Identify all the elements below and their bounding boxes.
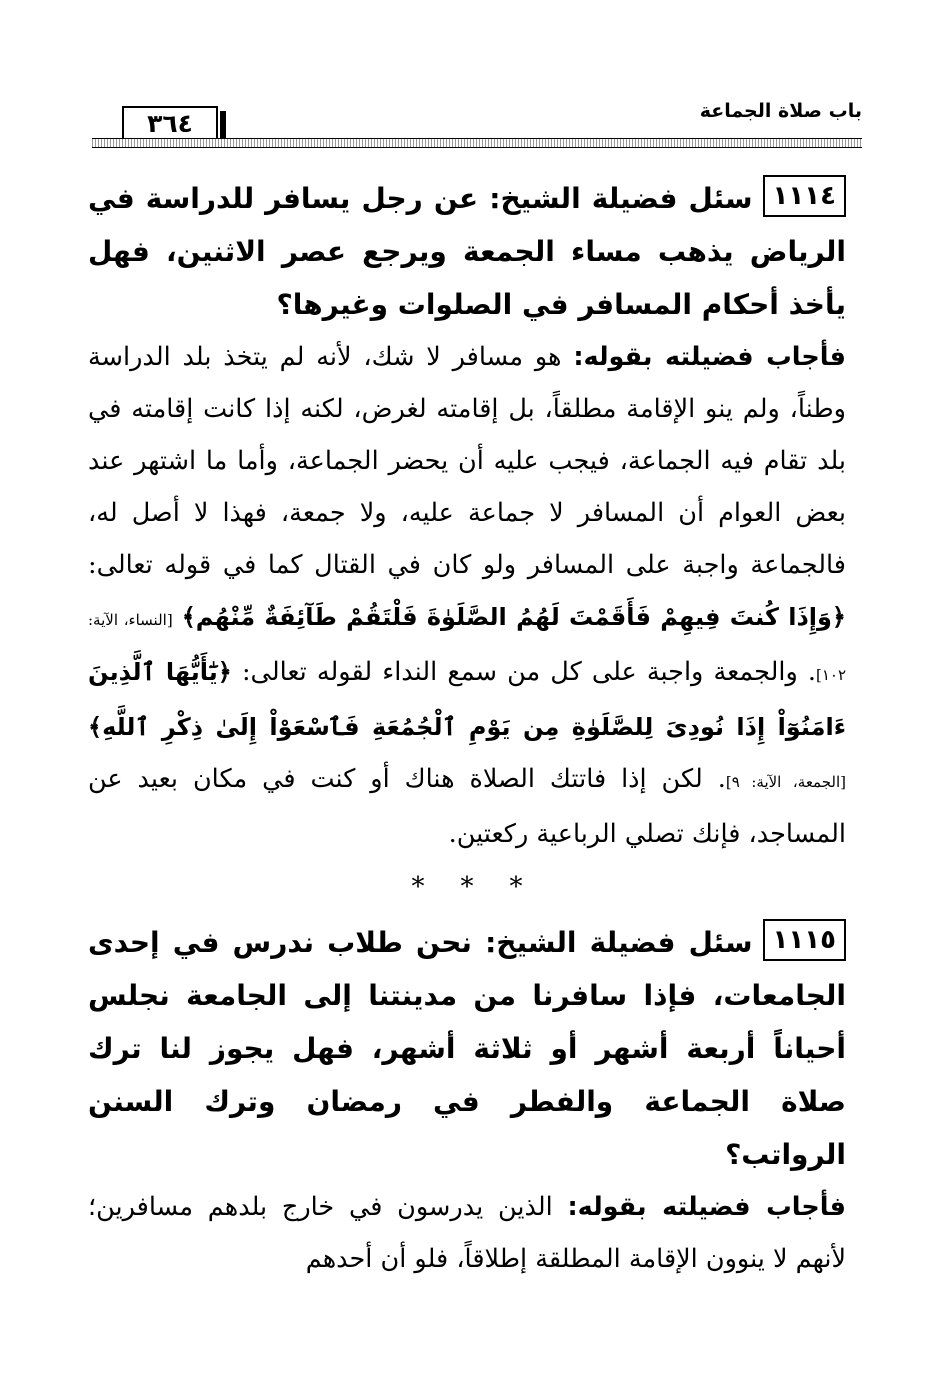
answer-lead: فأجاب فضيلته بقوله: — [573, 342, 846, 372]
answer-text: . والجمعة واجبة على كل من سمع النداء لقوله تعالى: — [241, 657, 816, 687]
question-lead: سئل فضيلة الشيخ: — [485, 926, 753, 959]
question-lead: سئل فضيلة الشيخ: — [489, 182, 753, 215]
answer-lead: فأجاب فضيلته بقوله: — [567, 1192, 846, 1222]
quran-verse: ﴿يَٰٓأَيُّهَا ٱلَّذِينَ ءَامَنُوٓاْ إِذَا نُودِىَ لِلصَّلَوٰةِ مِن يَوْمِ ٱلْجُمُعَةِ فَٱسْعَوْاْ إِلَىٰ ذِكْرِ ٱللَّهِ﴾ — [88, 658, 846, 741]
chapter-title: باب صلاة الجماعة — [699, 100, 862, 122]
section-separator — [124, 862, 846, 912]
asterisk-icon: * — [509, 872, 559, 902]
entry-1115-question — [88, 916, 846, 1181]
entry-1114-question — [88, 172, 846, 331]
asterisk-icon: * — [460, 872, 510, 902]
answer-text: هو مسافر لا شك، لأنه لم يتخذ بلد الدراسة وطناً، ولم ينو الإقامة مطلقاً، بل إقامته لغرض، لكنه إذا كانت إقامته في بلد تقام فيه الجماعة، فيجب عليه أن يحضر الجماعة، وأما ما اشتهر عند بعض العوام أن المسافر لا جماعة عليه، ولا جمعة، فهذا لا أصل له، فالجماعة واجبة على المسافر ولو كان في القتال كما في قوله تعالى: — [88, 342, 846, 580]
verse-reference: [النساء، الآية: ١٠٢] — [88, 611, 847, 684]
answer-text: الذين يدرسون في خارج بلدهم مسافرين؛ لأنهم لا ينوون الإقامة المطلقة إطلاقاً، فلو أن أحدهم — [88, 1192, 846, 1274]
entry-1115-answer — [88, 1181, 846, 1285]
entry-1114-answer — [88, 331, 846, 860]
asterisk-icon: * — [411, 872, 461, 902]
quran-verse: ﴿وَإِذَا كُنتَ فِيهِمْ فَأَقَمْتَ لَهُمُ الصَّلَوٰةَ فَلْتَقُمْ طَآئِفَةٌ مِّنْهُم﴾ — [181, 603, 846, 631]
page-body — [88, 172, 846, 1285]
answer-text: . لكن إذا فاتتك الصلاة هناك أو كنت في مكان بعيد عن المساجد، فإنك تصلي الرباعية ركعتين. — [88, 764, 846, 849]
verse-reference: [الجمعة، الآية: ٩] — [725, 773, 846, 791]
page-number: ٣٦٤ — [122, 106, 218, 140]
entry-number: ١١١٥ — [763, 919, 846, 961]
question-text: نحن طلاب ندرس في إحدى الجامعات، فإذا سافرنا من مدينتنا إلى الجامعة نجلس أحياناً أربعة أشهر أو ثلاثة أشهر، فهل يجوز لنا ترك صلاة الجماعة والفطر في رمضان وترك السنن الرواتب؟ — [88, 926, 846, 1171]
question-text: عن رجل يسافر للدراسة في الرياض يذهب مساء الجمعة ويرجع عصر الاثنين، فهل يأخذ أحكام المسافر في الصلوات وغيرها؟ — [88, 182, 846, 321]
entry-number: ١١١٤ — [763, 175, 846, 217]
header-rule — [92, 138, 862, 148]
page-header — [92, 96, 862, 156]
